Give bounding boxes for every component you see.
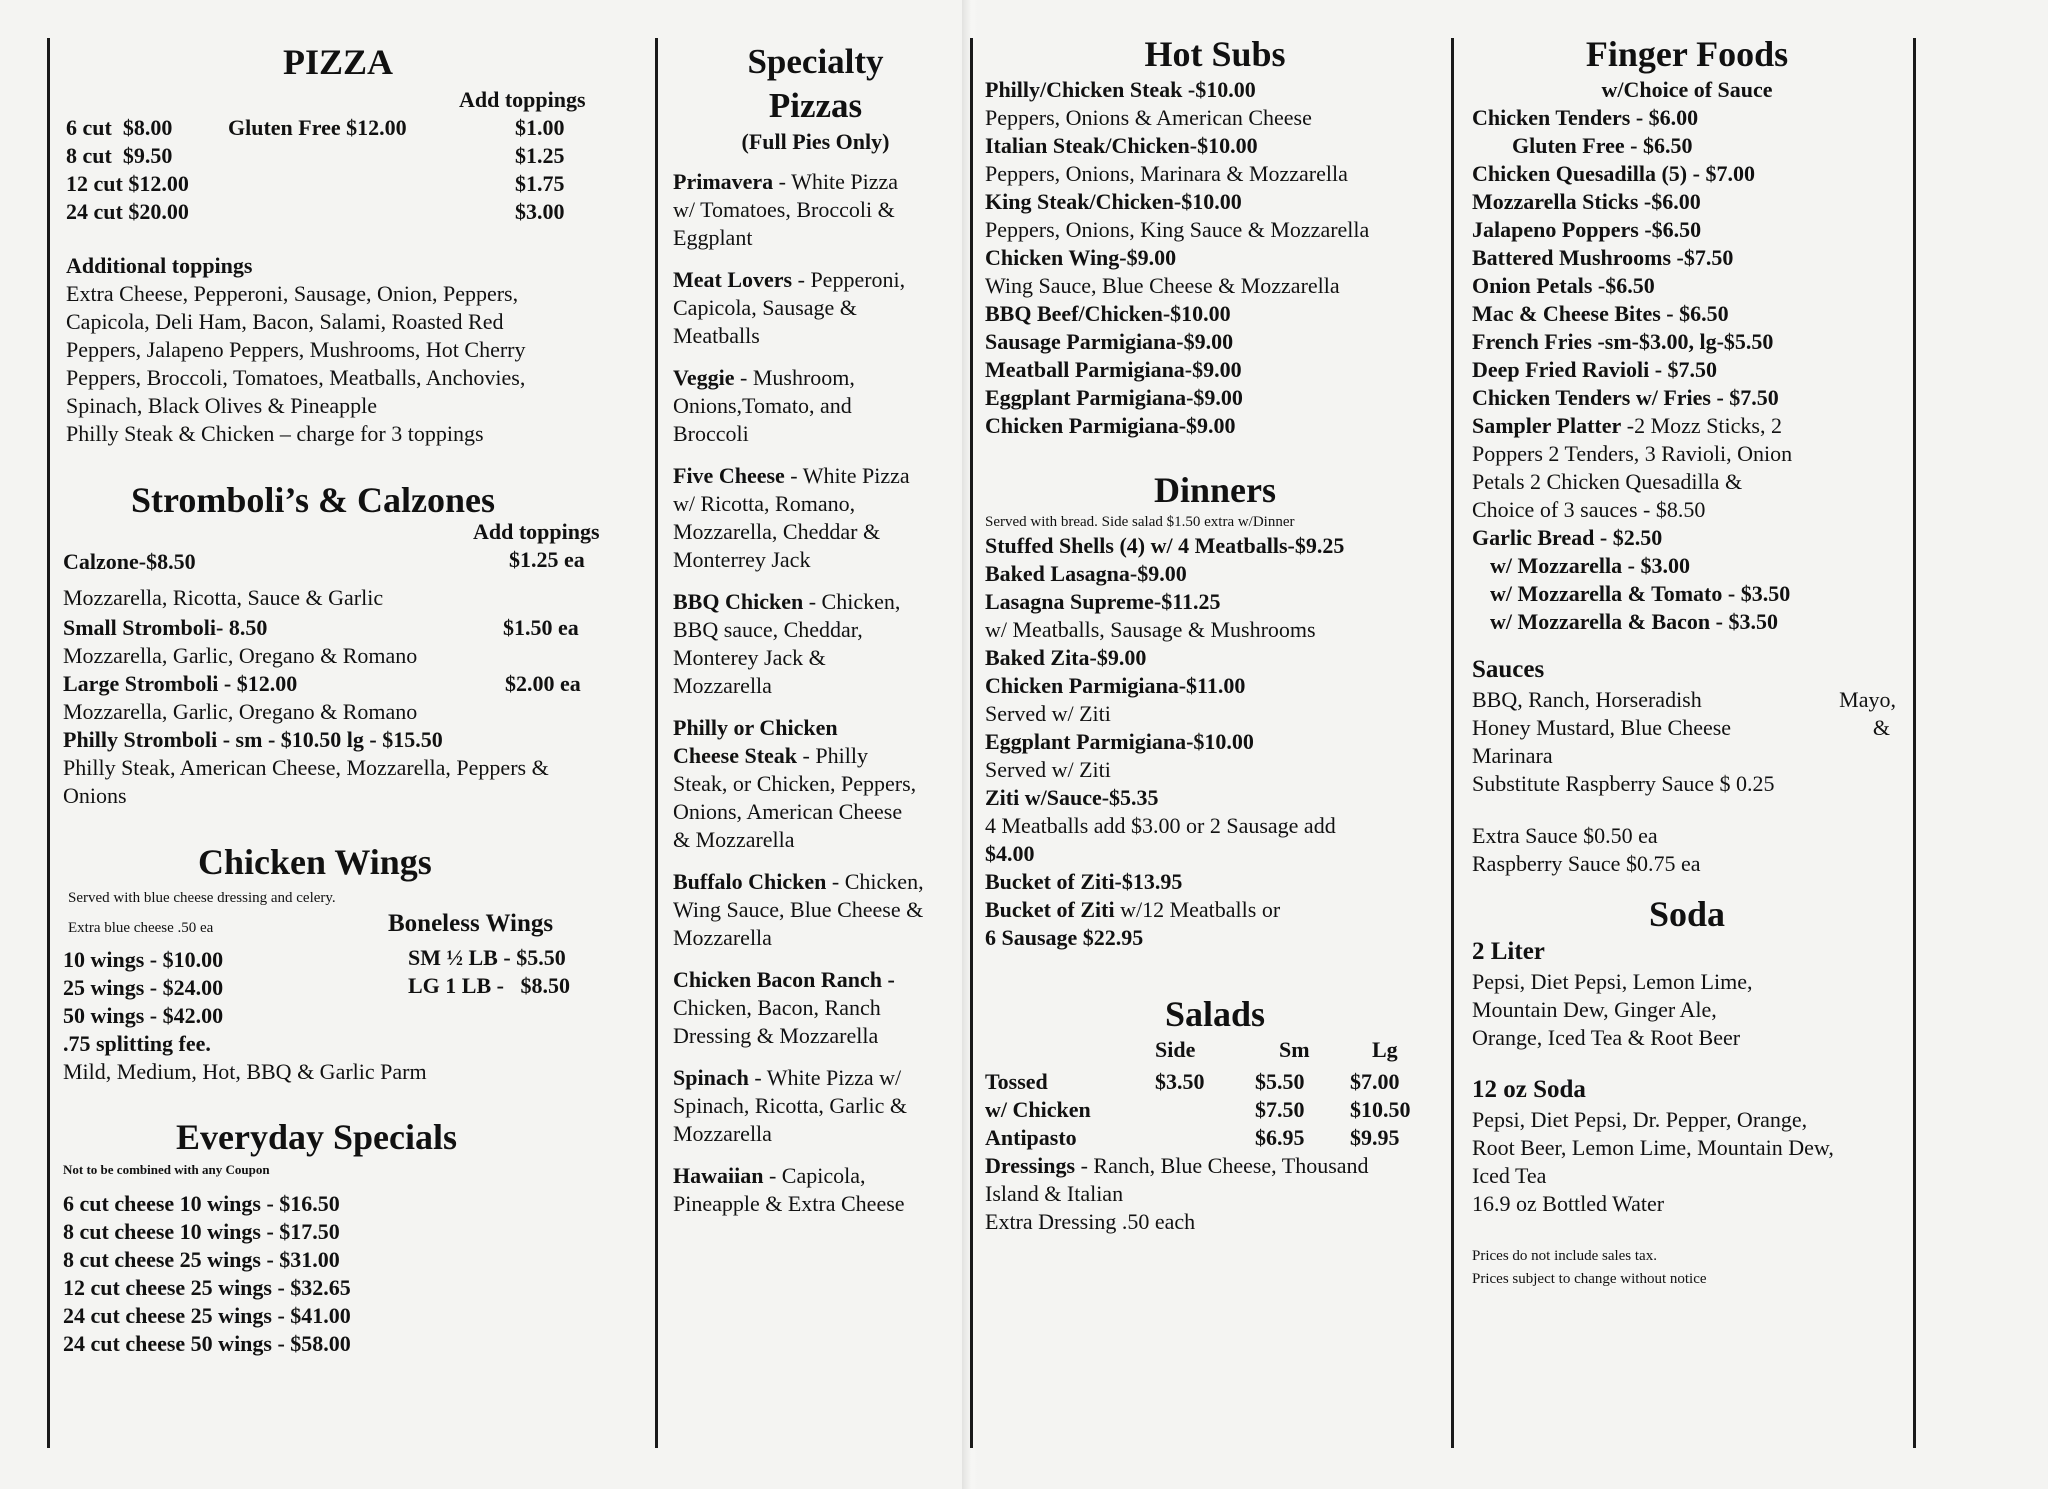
philly-stromboli-desc: Philly Steak, American Cheese, Mozzarella, Peppers & [63,755,549,780]
dinners-title: Dinners [1153,470,1276,510]
finger-item: Deep Fried Ravioli - $7.50 [1472,357,1718,382]
wings-item: 25 wings - $24.00 [63,975,224,1000]
stromboli-section [63,470,643,840]
garlic-bread: Garlic Bread - $2.50 [1472,525,1663,550]
wings-item: .75 splitting fee. [63,1031,211,1056]
salad-dressings: Dressings - Ranch, Blue Cheese, Thousand [985,1153,1369,1178]
sauces-line: Honey Mustard, Blue Cheese & [1472,715,1890,740]
large-stromboli-topping: $2.00 ea [505,671,581,696]
finger-title: Finger Foods [1585,34,1789,74]
specials-note: Not to be combined with any Coupon [63,1162,270,1177]
hotsub-name: Italian Steak/Chicken-$10.00 [985,133,1258,158]
hotsub-desc: Wing Sauce, Blue Cheese & Mozzarella [985,273,1340,298]
specialty-item: Philly or Chicken Cheese Steak - Philly Steak, or Chicken, Peppers, Onions, American Cheese & Mozzarella [673,715,917,852]
salads-title: Salads [1164,994,1266,1034]
bucket-ziti: Bucket of Ziti-$13.95 [985,869,1183,894]
specialty-item: Meat Lovers - Pepperoni, Capicola, Sausage & Meatballs [673,267,906,348]
hotsub-desc: Peppers, Onions & American Cheese [985,105,1312,130]
dinner-item: Baked Zita-$9.00 [985,645,1147,670]
ziti-add: 4 Meatballs add $3.00 or 2 Sausage add [985,813,1336,838]
sauces-extra: Raspberry Sauce $0.75 ea [1472,851,1701,876]
pizza-size-row: 6 cut $8.00 [66,115,173,140]
hotsub-name: Chicken Wing-$9.00 [985,245,1177,270]
specials-item: 24 cut cheese 50 wings - $58.00 [63,1331,351,1356]
specialty-item: Five Cheese - White Pizza w/ Ricotta, Romano, Mozzarella, Cheddar & Monterrey Jack [673,463,910,572]
soda-line: Pepsi, Diet Pepsi, Lemon Lime, [1472,969,1753,994]
pizza-section [63,40,643,470]
soda-line: Pepsi, Diet Pepsi, Dr. Pepper, Orange, [1472,1107,1808,1132]
soda-line: Root Beer, Lemon Lime, Mountain Dew, [1472,1135,1834,1160]
hotsub-name: Sausage Parmigiana-$9.00 [985,329,1234,354]
dinner-item: Ziti w/Sauce-$5.35 [985,785,1159,810]
sauces-line: Substitute Raspberry Sauce $ 0.25 [1472,771,1775,796]
garlic-bread-option: w/ Mozzarella - $3.00 [1490,553,1690,578]
small-stromboli-desc: Mozzarella, Garlic, Oregano & Romano [63,643,418,668]
boneless-title: Boneless Wings [388,910,554,937]
wings-title: Chicken Wings [198,842,432,882]
soda-line: Mountain Dew, Ginger Ale, [1472,997,1717,1022]
specials-item: 12 cut cheese 25 wings - $32.65 [63,1275,351,1300]
finger-item: Mozzarella Sticks -$6.00 [1472,189,1701,214]
additional-toppings-line: Philly Steak & Chicken – charge for 3 toppings [66,421,484,446]
specials-item: 8 cut cheese 10 wings - $17.50 [63,1219,340,1244]
dinner-item: Baked Lasagna-$9.00 [985,561,1187,586]
sauces-line: Marinara [1472,743,1553,768]
finger-item: Chicken Tenders w/ Fries - $7.50 [1472,385,1779,410]
wings-extra-note: Extra blue cheese .50 ea [68,920,214,936]
salads-header: Side Sm Lg [1155,1037,1398,1062]
wings-item: 50 wings - $42.00 [63,1003,224,1028]
hotsub-name: King Steak/Chicken-$10.00 [985,189,1242,214]
specialty-item: BBQ Chicken - Chicken, BBQ sauce, Cheddar, Monterey Jack & Mozzarella [673,589,901,698]
finger-subtitle: w/Choice of Sauce [1601,77,1773,102]
bucket-ziti: Bucket of Ziti w/12 Meatballs or [985,897,1281,922]
salad-extra-dressing: Extra Dressing .50 each [985,1209,1196,1234]
boneless-row: LG 1 LB - $8.50 [408,973,570,998]
sampler-desc: Petals 2 Chicken Quesadilla & [1472,469,1743,494]
gluten-free-price: Gluten Free $12.00 [228,115,407,140]
hotsub-name: Meatball Parmigiana-$9.00 [985,357,1242,382]
topping-price: $1.00 [515,115,565,140]
pizza-size-row: 24 cut $20.00 [66,199,189,224]
dinner-desc: Served w/ Ziti [985,757,1111,782]
calzone-topping: $1.25 ea [509,547,585,572]
sampler-platter: Sampler Platter -2 Mozz Sticks, 2 [1472,413,1782,438]
additional-toppings-line: Peppers, Broccoli, Tomatoes, Meatballs, Anchovies, [66,365,526,390]
large-stromboli-desc: Mozzarella, Garlic, Oregano & Romano [63,699,418,724]
small-stromboli-topping: $1.50 ea [503,615,579,640]
hotsub-desc: Peppers, Onions, Marinara & Mozzarella [985,161,1348,186]
additional-toppings-line: Peppers, Jalapeno Peppers, Mushrooms, Hot Cherry [66,337,526,362]
column-divider [970,38,973,1448]
additional-toppings-line: Capicola, Deli Ham, Bacon, Salami, Roasted Red [66,309,504,334]
sauces-line: BBQ, Ranch, Horseradish Mayo, [1472,687,1896,712]
sampler-desc: Choice of 3 sauces - $8.50 [1472,497,1706,522]
soda-liter-title: 2 Liter [1472,938,1545,965]
topping-price: $3.00 [515,199,565,224]
hotsub-name: BBQ Beef/Chicken-$10.00 [985,301,1231,326]
finger-item: Mac & Cheese Bites - $6.50 [1472,301,1729,326]
column-divider [1451,38,1454,1448]
additional-toppings-title: Additional toppings [66,253,253,278]
philly-stromboli-desc: Onions [63,783,127,808]
finger-item: Onion Petals -$6.50 [1472,273,1655,298]
wings-item: 10 wings - $10.00 [63,947,224,972]
column-divider [47,38,50,1448]
finger-item: Gluten Free - $6.50 [1512,133,1693,158]
small-stromboli-name: Small Stromboli- 8.50 [63,615,268,640]
additional-toppings-line: Extra Cheese, Pepperoni, Sausage, Onion, Peppers, [66,281,519,306]
additional-toppings-line: Spinach, Black Olives & Pineapple [66,393,377,418]
specialty-title: Specialty [747,42,884,81]
salad-row: w/ Chicken $7.50 $10.50 [985,1097,1411,1122]
specials-item: 8 cut cheese 25 wings - $31.00 [63,1247,340,1272]
dinners-note: Served with bread. Side salad $1.50 extra w/Dinner [985,514,1295,530]
calzone-name: Calzone-$8.50 [63,549,196,574]
specialty-item: Chicken Bacon Ranch - Chicken, Bacon, Ranch Dressing & Mozzarella [673,967,895,1048]
column-pizza [63,40,643,1415]
calzone-desc: Mozzarella, Ricotta, Sauce & Garlic [63,585,384,610]
add-toppings-label: Add toppings [473,519,600,544]
dinner-desc: w/ Meatballs, Sausage & Mushrooms [985,617,1316,642]
finger-item: Battered Mushrooms -$7.50 [1472,245,1734,270]
pizza-size-row: 12 cut $12.00 [66,171,189,196]
topping-price: $1.75 [515,171,565,196]
specialty-title: Pizzas [768,86,863,125]
sampler-desc: Poppers 2 Tenders, 3 Ravioli, Onion [1472,441,1793,466]
soda-line: Iced Tea [1472,1163,1547,1188]
soda-oz-title: 12 oz Soda [1472,1076,1586,1103]
dinner-item: Lasagna Supreme-$11.25 [985,589,1221,614]
pizza-title: PIZZA [283,42,394,82]
philly-stromboli-name: Philly Stromboli - sm - $10.50 lg - $15.50 [63,727,443,752]
garlic-bread-option: w/ Mozzarella & Bacon - $3.50 [1490,609,1778,634]
dinner-item: Stuffed Shells (4) w/ 4 Meatballs-$9.25 [985,533,1345,558]
column-specialty [673,40,958,1232]
wings-note: Served with blue cheese dressing and celery. [68,890,336,906]
finger-item: Jalapeno Poppers -$6.50 [1472,217,1702,242]
hotsubs-title: Hot Subs [1144,34,1286,74]
column-subs-dinners [985,32,1445,1236]
soda-line: 16.9 oz Bottled Water [1472,1191,1665,1216]
soda-title: Soda [1648,894,1726,934]
specialty-item: Spinach - White Pizza w/ Spinach, Ricotta, Garlic & Mozzarella [673,1065,907,1146]
finger-item: French Fries -sm-$3.00, lg-$5.50 [1472,329,1774,354]
salad-row: Antipasto $6.95 $9.95 [985,1125,1400,1150]
hotsub-desc: Peppers, Onions, King Sauce & Mozzarella [985,217,1370,242]
topping-price: $1.25 [515,143,565,168]
sauces-title: Sauces [1472,656,1545,683]
sauces-extra: Extra Sauce $0.50 ea [1472,823,1658,848]
specialty-subtitle: (Full Pies Only) [741,129,890,154]
salad-dressings: Island & Italian [985,1181,1124,1206]
specials-item: 24 cut cheese 25 wings - $41.00 [63,1303,351,1328]
hotsub-name: Philly/Chicken Steak -$10.00 [985,77,1256,102]
specialty-item: Veggie - Mushroom, Onions,Tomato, and Broccoli [673,365,855,446]
finger-item: Chicken Quesadilla (5) - $7.00 [1472,161,1755,186]
dinner-item: Eggplant Parmigiana-$10.00 [985,729,1254,754]
specialty-item: Primavera - White Pizza w/ Tomatoes, Broccoli & Eggplant [673,169,898,250]
stromboli-title: Stromboli’s & Calzones [131,480,495,520]
footnote: Prices subject to change without notice [1472,1271,1707,1287]
footnote: Prices do not include sales tax. [1472,1248,1657,1264]
soda-line: Orange, Iced Tea & Root Beer [1472,1025,1741,1050]
wings-section [63,840,643,1115]
column-finger-foods [1472,32,1902,1289]
column-divider [1913,38,1916,1448]
boneless-row: SM ½ LB - $5.50 [408,945,566,970]
add-toppings-label: Add toppings [459,87,586,112]
specials-section [63,1115,643,1415]
column-divider [655,38,658,1448]
ziti-add: $4.00 [985,841,1035,866]
large-stromboli-name: Large Stromboli - $12.00 [63,671,298,696]
specials-item: 6 cut cheese 10 wings - $16.50 [63,1191,340,1216]
hotsub-name: Eggplant Parmigiana-$9.00 [985,385,1243,410]
dinner-item: Chicken Parmigiana-$11.00 [985,673,1246,698]
wings-flavors: Mild, Medium, Hot, BBQ & Garlic Parm [63,1059,427,1084]
specials-title: Everyday Specials [176,1117,458,1157]
hotsub-name: Chicken Parmigiana-$9.00 [985,413,1236,438]
dinner-desc: Served w/ Ziti [985,701,1111,726]
bucket-ziti: 6 Sausage $22.95 [985,925,1144,950]
finger-item: Chicken Tenders - $6.00 [1472,105,1699,130]
garlic-bread-option: w/ Mozzarella & Tomato - $3.50 [1490,581,1791,606]
specialty-item: Buffalo Chicken - Chicken, Wing Sauce, Blue Cheese & Mozzarella [673,869,924,950]
pizza-size-row: 8 cut $9.50 [66,143,173,168]
salad-row: Tossed $3.50 $5.50 $7.00 [985,1069,1400,1094]
specialty-item: Hawaiian - Capicola, Pineapple & Extra Cheese [673,1163,905,1216]
